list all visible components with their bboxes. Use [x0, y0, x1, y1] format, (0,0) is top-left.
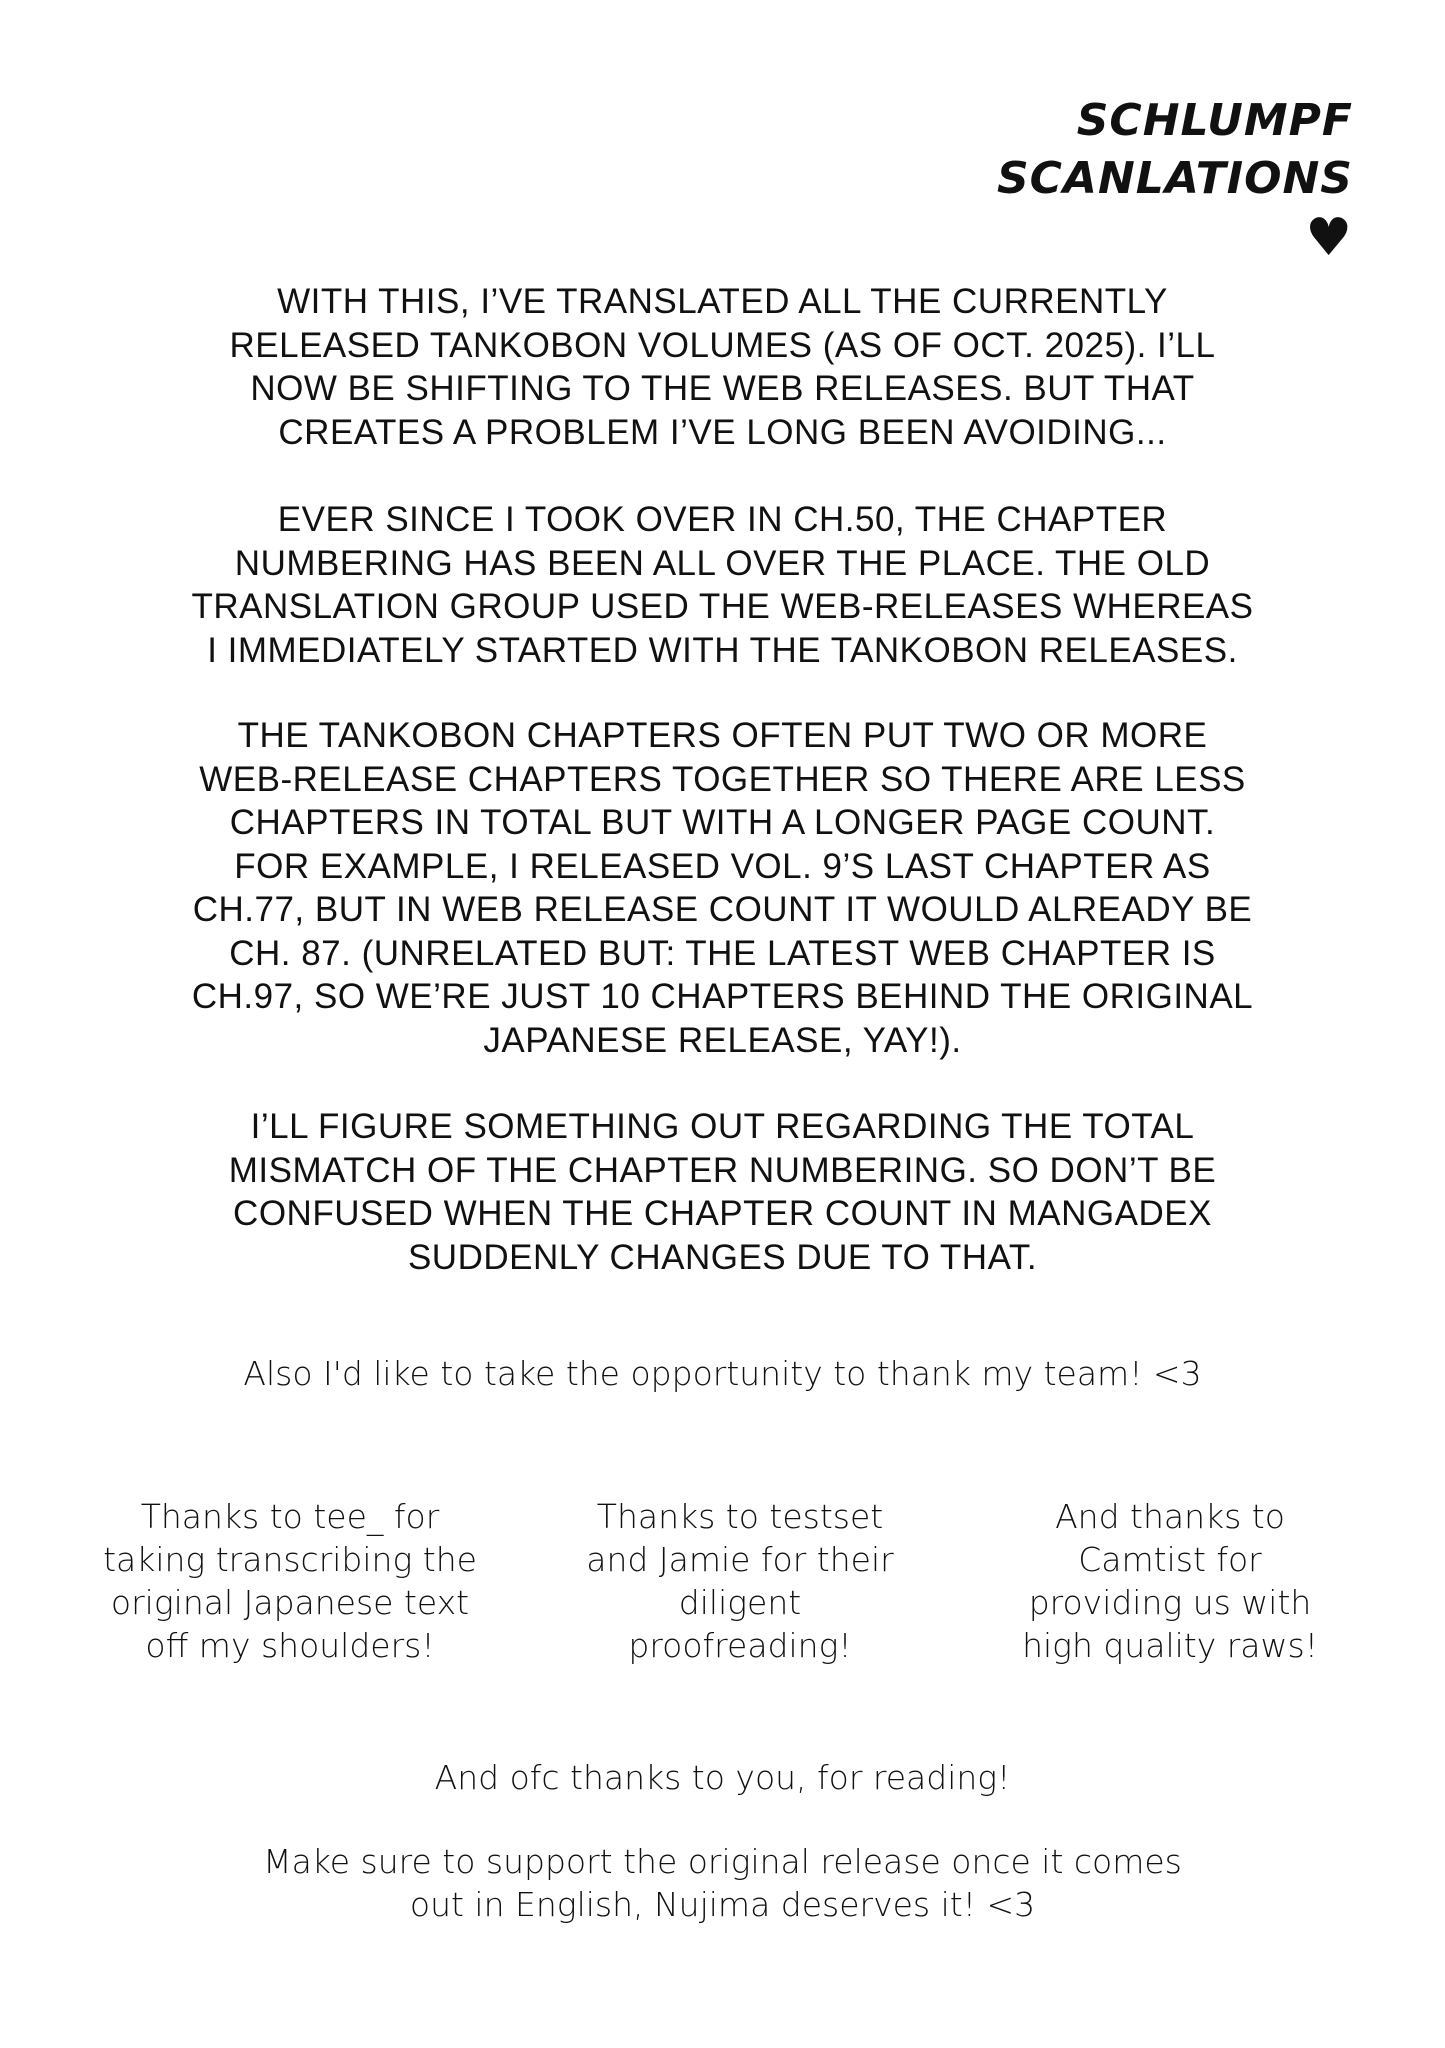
thanks-line: Thanks to testset: [596, 1497, 884, 1536]
closing-line: Make sure to support the original release once it comes: [263, 1842, 1182, 1881]
thanks-line: off my shoulders!: [145, 1626, 435, 1665]
paragraph-line: RELEASED TANKOBON VOLUMES (AS OF OCT. 2025). I’LL: [229, 325, 1216, 365]
team-thanks-intro: [100, 1352, 1345, 1395]
thanks-line: providing us with: [1028, 1583, 1312, 1622]
closing-line: out in English, Nujima deserves it! <3: [409, 1885, 1036, 1924]
thanks-line: And thanks to: [1055, 1497, 1285, 1536]
paragraph-line: NOW BE SHIFTING TO THE WEB RELEASES. BUT THAT: [250, 369, 1195, 408]
scanlation-group-credit: [997, 92, 1353, 268]
paragraph-3: [150, 714, 1295, 1062]
thanks-column-raw-provider: [950, 1495, 1390, 1667]
paragraph-line: TRANSLATION GROUP USED THE WEB-RELEASES WHEREAS: [191, 587, 1254, 626]
paragraph-line: CREATES A PROBLEM I’VE LONG BEEN AVOIDING...: [278, 412, 1167, 452]
paragraph-line: I’LL FIGURE SOMETHING OUT REGARDING THE TOTAL: [250, 1107, 1195, 1146]
thanks-line: original Japanese text: [110, 1583, 470, 1622]
paragraph-line: CH. 87. (UNRELATED BUT: THE LATEST WEB CHAPTER IS: [229, 933, 1216, 973]
paragraph-line: I IMMEDIATELY STARTED WITH THE TANKOBON RELEASES.: [207, 630, 1238, 670]
paragraph-line: EVER SINCE I TOOK OVER IN CH.50, THE CHAPTER: [277, 500, 1168, 539]
thanks-line: Thanks to tee_ for: [140, 1497, 440, 1536]
paragraph-line: SUDDENLY CHANGES DUE TO THAT.: [407, 1237, 1038, 1277]
paragraph-line: WEB-RELEASE CHAPTERS TOGETHER SO THERE ARE LESS: [199, 759, 1246, 799]
header-line-2: SCANLATIONS: [996, 153, 1353, 204]
paragraph-4: [150, 1105, 1295, 1279]
paragraph-line: NUMBERING HAS BEEN ALL OVER THE PLACE. THE OLD: [234, 543, 1211, 583]
thanks-column-proofreaders: [530, 1495, 950, 1667]
paragraph-line: JAPANESE RELEASE, YAY!).: [483, 1020, 962, 1060]
thanks-line: Camtist for: [1078, 1540, 1262, 1579]
paragraph-line: WITH THIS, I’VE TRANSLATED ALL THE CURRENTLY: [277, 282, 1168, 321]
paragraph-line: CONFUSED WHEN THE CHAPTER COUNT IN MANGADEX: [233, 1194, 1212, 1233]
thanks-line: proofreading!: [628, 1626, 852, 1665]
paragraph-line: CH.77, BUT IN WEB RELEASE COUNT IT WOULD ALREADY BE: [192, 890, 1253, 929]
header-line-1: SCHLUMPF: [1076, 95, 1353, 146]
reader-thanks: [100, 1756, 1345, 1799]
thanks-line: and Jamie for their: [586, 1540, 894, 1579]
paragraph-2: [150, 498, 1295, 672]
intro-line: Also I'd like to take the opportunity to thank my team! <3: [243, 1354, 1202, 1393]
paragraph-line: CHAPTERS IN TOTAL BUT WITH A LONGER PAGE COUNT.: [229, 803, 1216, 842]
paragraph-line: CH.97, SO WE’RE JUST 10 CHAPTERS BEHIND THE ORIGINAL: [191, 977, 1254, 1016]
heart-icon: ♥: [1305, 208, 1353, 268]
thanks-line: diligent: [678, 1583, 802, 1622]
paragraph-line: THE TANKOBON CHAPTERS OFTEN PUT TWO OR MORE: [237, 716, 1208, 755]
closing-line: And ofc thanks to you, for reading!: [434, 1758, 1011, 1797]
support-original-note: [100, 1840, 1345, 1926]
thanks-line: taking transcribing the: [103, 1540, 477, 1579]
thanks-column-transcriber: [70, 1495, 510, 1667]
paragraph-line: FOR EXAMPLE, I RELEASED VOL. 9’S LAST CHAPTER AS: [234, 846, 1211, 886]
thanks-line: high quality raws!: [1022, 1626, 1318, 1665]
paragraph-line: MISMATCH OF THE CHAPTER NUMBERING. SO DON’T BE: [228, 1150, 1217, 1190]
paragraph-1: [150, 280, 1295, 454]
